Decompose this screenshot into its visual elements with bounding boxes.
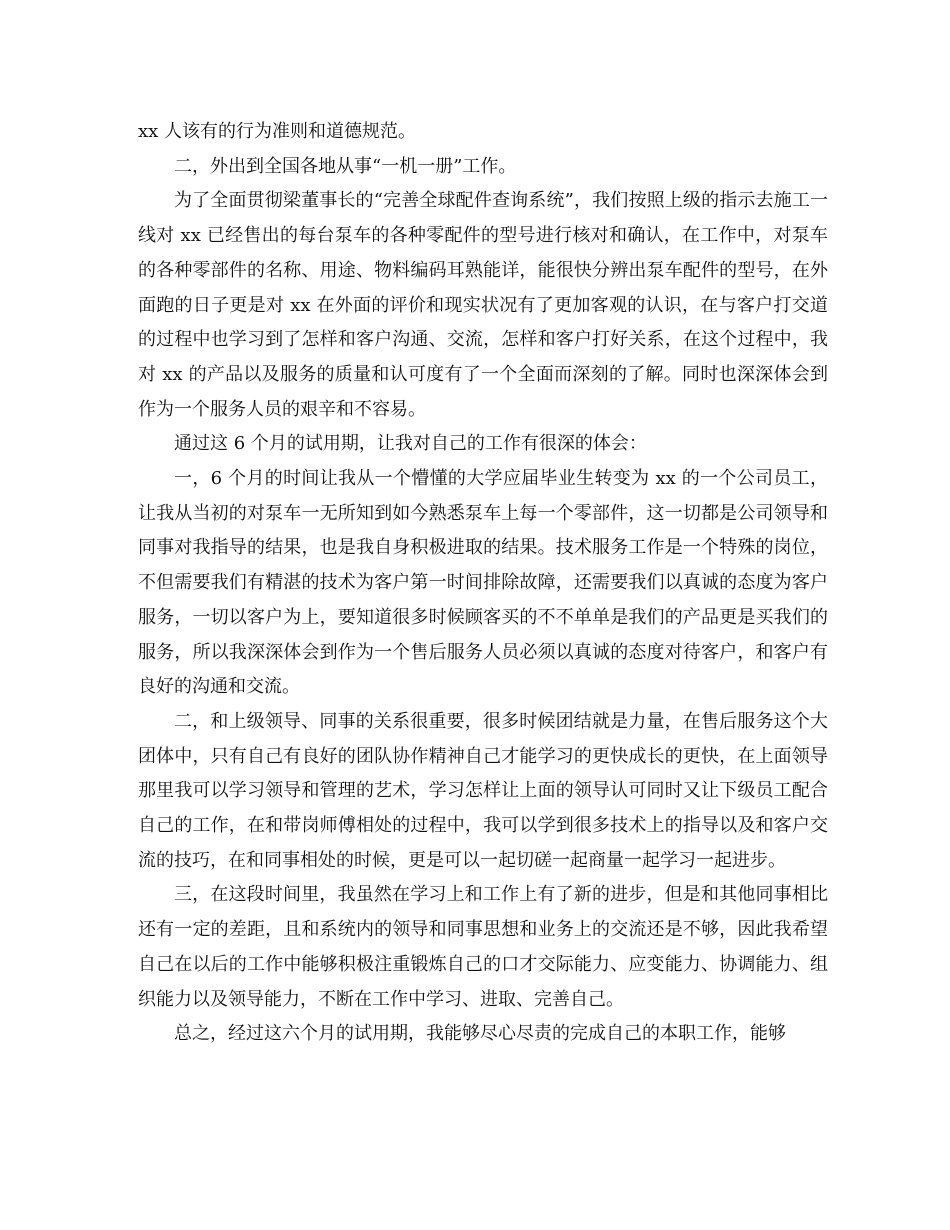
paragraph-probation-intro: 通过这 6 个月的试用期，让我对自己的工作有很深的体会： xyxy=(174,433,647,455)
paragraph-section-two-heading: 二，外出到全国各地从事“一机一册”工作。 xyxy=(174,155,517,177)
paragraph-point-two: 二，和上级领导、同事的关系很重要，很多时候团结就是力量，在售后服务这个大团体中，只有自己有良好的团队协作精神自己才能学习的更快成长的更快，在上面领导那里我可以学习领导和管理的艺术，学习怎样让上面的领导认可同时又让下级员工配合自己的工作，在和带岗师傅相处的过程中，我可以学到很多技术上的指导以及和客户交流的技巧，在和同事相处的时候，更是可以一起切磋一起商量一起学习一起进步。 xyxy=(138,710,828,871)
document-body xyxy=(138,115,828,1052)
paragraph-summary: 总之，经过这六个月的试用期，我能够尽心尽责的完成自己的本职工作，能够 xyxy=(174,1023,786,1045)
paragraph-continuation: xx 人该有的行为准则和道德规范。 xyxy=(138,121,417,142)
paragraph-parts-system: 为了全面贯彻梁董事长的“完善全球配件查询系统”，我们按照上级的指示去施工一线对 xx 已经售出的每台泵车的各种零配件的型号进行核对和确认，在工作中，对泵车的各种零部件的名称、用途、物料编码耳熟能详，能很快分辨出泵车配件的型号，在外面跑的日子更是对 xx 在外面的评价和现实状况有了更加客观的认识，在与客户打交道的过程中也学习到了怎样和客户沟通、交流，怎样和客户打好关系，在这个过程中，我对 xx 的产品以及服务的质量和认可度有了一个全面而深刻的了解。同时也深深体会到作为一个服务人员的艰辛和不容易。 xyxy=(138,190,828,420)
paragraph-point-one: 一，6 个月的时间让我从一个懵懂的大学应届毕业生转变为 xx 的一个公司员工，让我从当初的对泵车一无所知到如今熟悉泵车上每一个零部件，这一切都是公司领导和同事对我指导的结果，也是我自身积极进取的结果。技术服务工作是一个特殊的岗位，不但需要我们有精湛的技术为客户第一时间排除故障，还需要我们以真诚的态度为客户服务，一切以客户为上，要知道很多时候顾客买的不不单单是我们的产品更是买我们的服务，所以我深深体会到作为一个售后服务人员必须以真诚的态度对待客户，和客户有良好的沟通和交流。 xyxy=(138,468,828,698)
paragraph-point-three: 三，在这段时间里，我虽然在学习上和工作上有了新的进步，但是和其他同事相比还有一定的差距，且和系统内的领导和同事思想和业务上的交流还是不够，因此我希望自己在以后的工作中能够积极注重锻炼自己的口才交际能力、应变能力、协调能力、组织能力以及领导能力，不断在工作中学习、进取、完善自己。 xyxy=(138,884,828,1010)
